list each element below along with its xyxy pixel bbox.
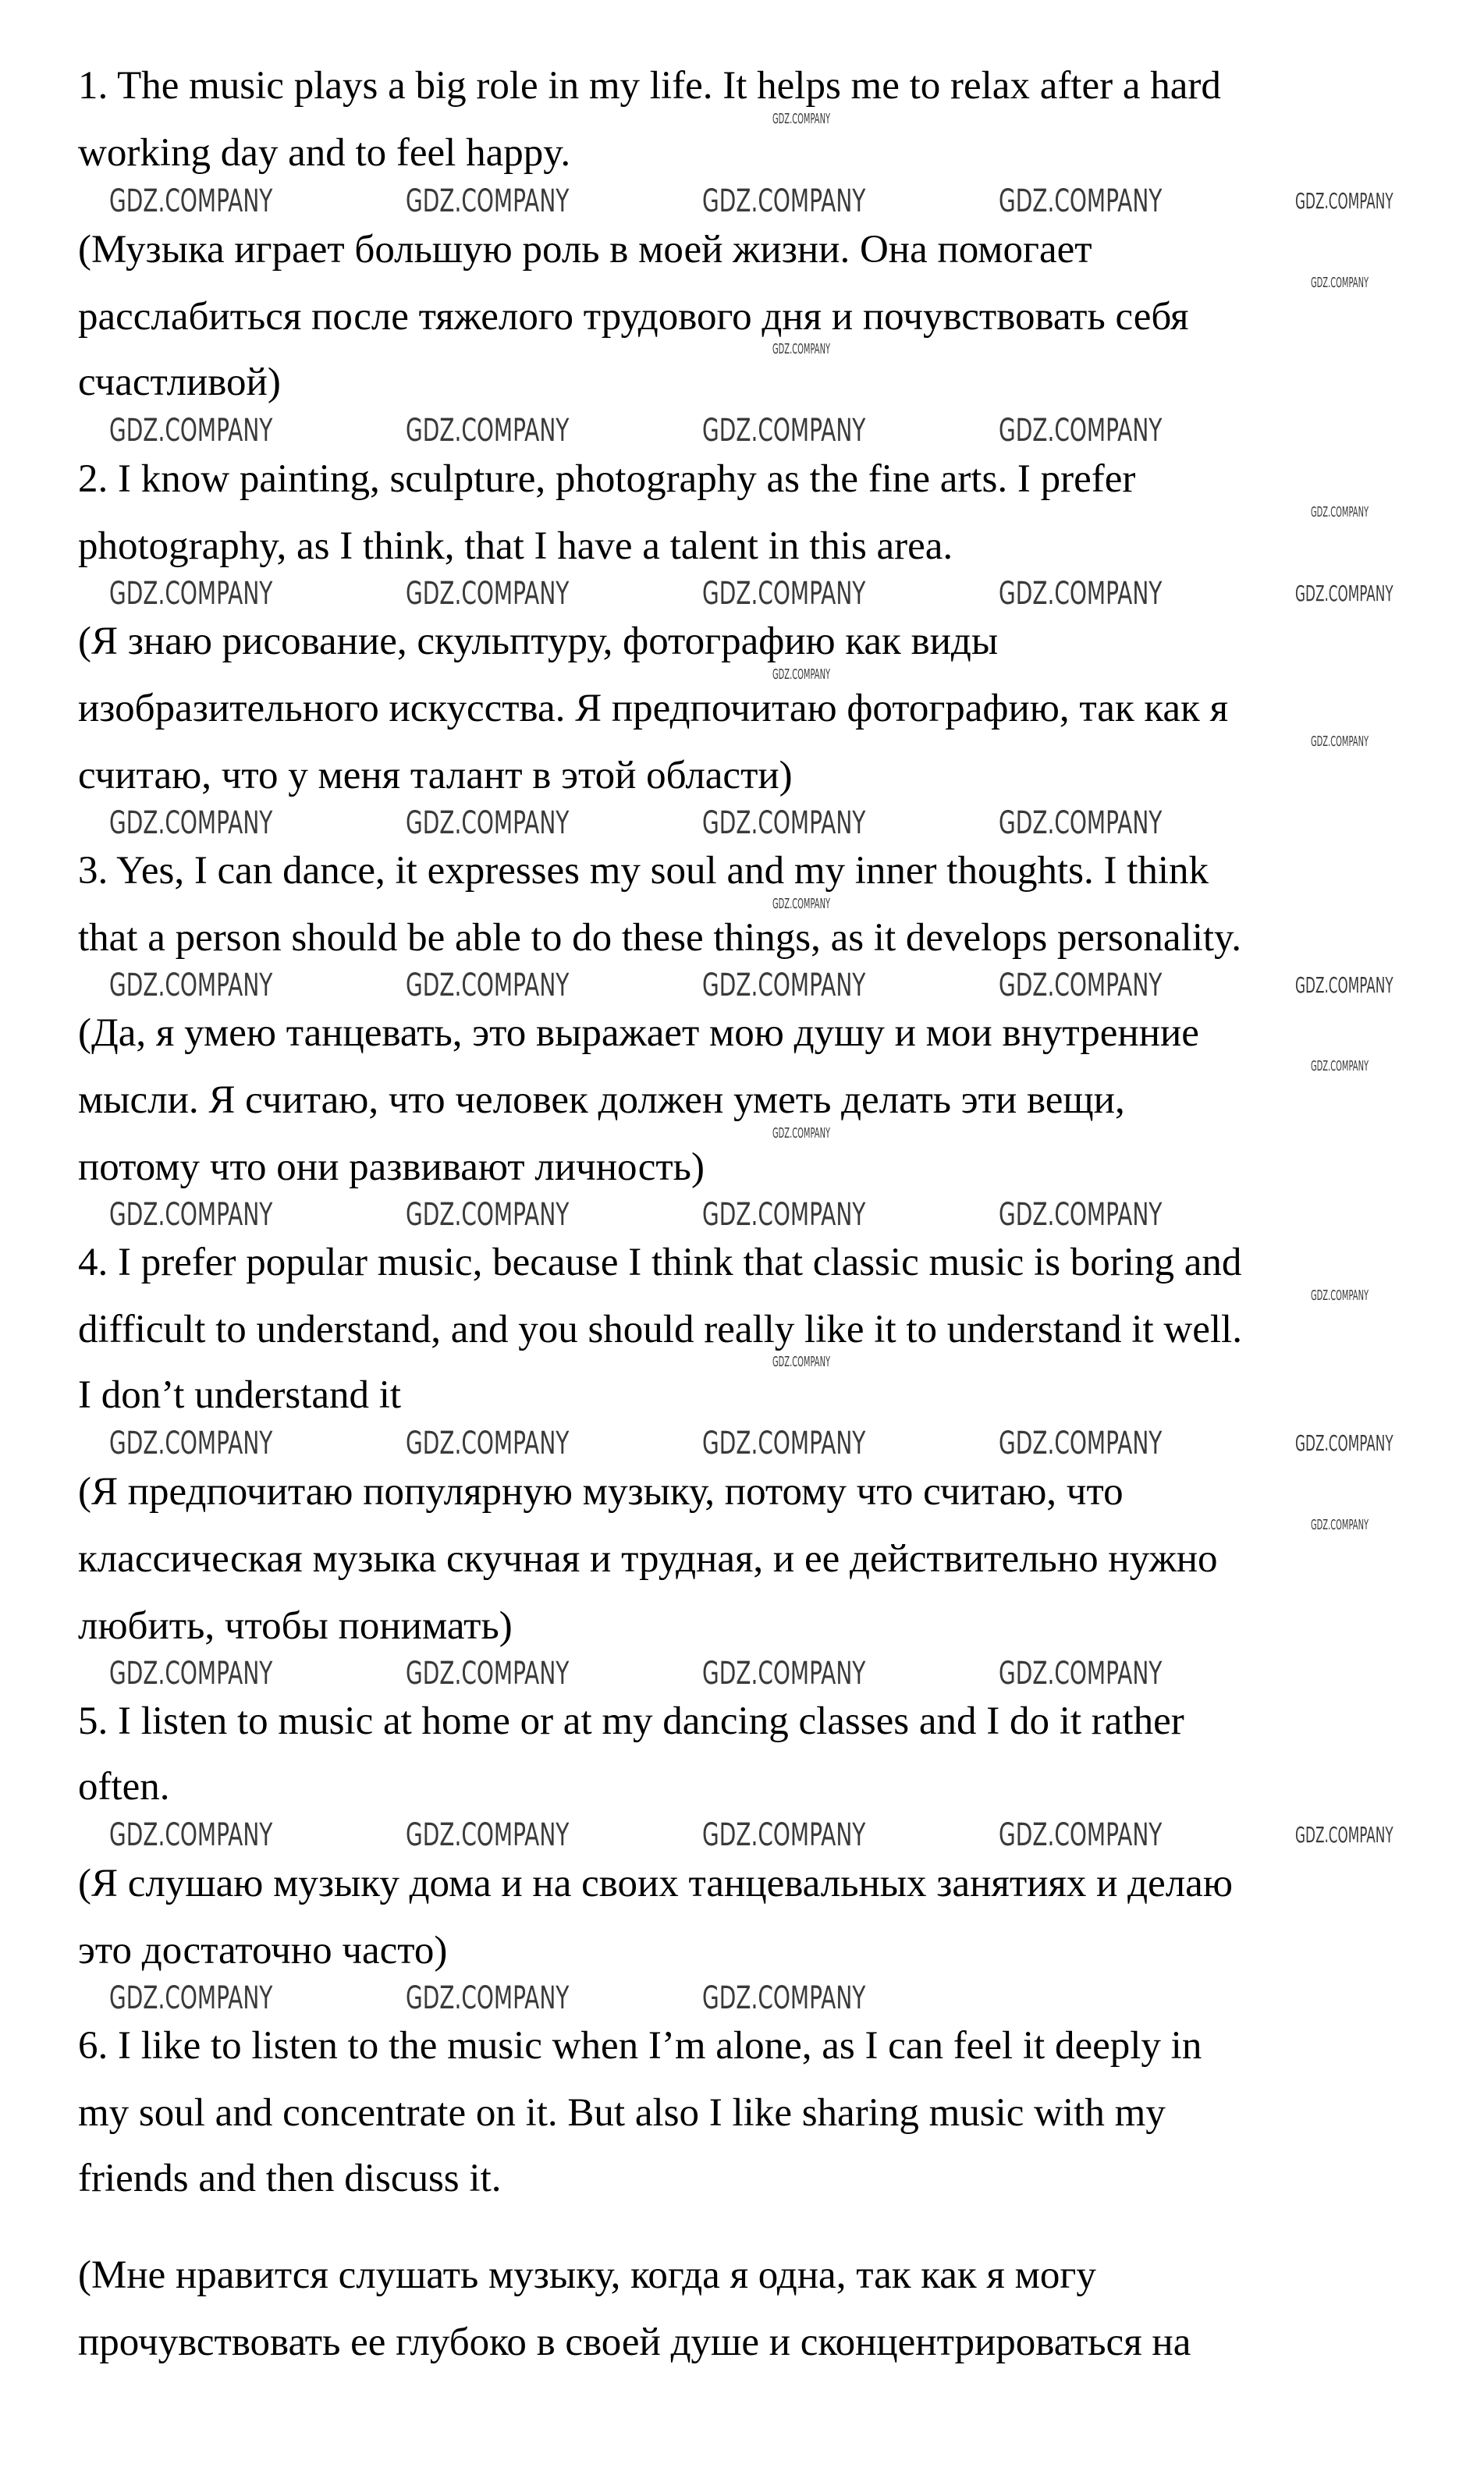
watermark: GDZ.COMPANY (702, 1817, 866, 1853)
watermark: GDZ.COMPANY (1311, 733, 1369, 750)
watermark: GDZ.COMPANY (1295, 188, 1393, 214)
text-line: (Музыка играет большую роль в моей жизни. Она помогает (78, 228, 1092, 272)
watermark: GDZ.COMPANY (1311, 504, 1369, 520)
watermark: GDZ.COMPANY (109, 1656, 273, 1692)
watermark: GDZ.COMPANY (999, 1817, 1163, 1853)
watermark: GDZ.COMPANY (702, 968, 866, 1003)
watermark: GDZ.COMPANY (999, 805, 1163, 841)
watermark: GDZ.COMPANY (1295, 581, 1393, 606)
text-line: friends and then discuss it. (78, 2157, 502, 2200)
text-line: мысли. Я считаю, что человек должен уметь делать эти вещи, (78, 1078, 1125, 1122)
watermark: GDZ.COMPANY (406, 576, 570, 612)
text-line: my soul and concentrate on it. But also I like sharing music with my (78, 2091, 1166, 2135)
text-line: (Я слушаю музыку дома и на своих танцевальных занятиях и делаю (78, 1862, 1233, 1905)
text-line: счастливой) (78, 360, 281, 404)
text-line: working day and to feel happy. (78, 131, 571, 175)
text-line: считаю, что у меня талант в этой области) (78, 754, 793, 797)
watermark: GDZ.COMPANY (1311, 275, 1369, 291)
text-line: 2. I know painting, sculpture, photography as the fine arts. I prefer (78, 457, 1136, 501)
text-line: 1. The music plays a big role in my life. It helps me to relax after a hard (78, 64, 1221, 108)
watermark: GDZ.COMPANY (999, 1197, 1163, 1233)
text-line: 6. I like to listen to the music when I’m alone, as I can feel it deeply in (78, 2024, 1202, 2068)
watermark: GDZ.COMPANY (1311, 1287, 1369, 1304)
watermark: GDZ.COMPANY (702, 1426, 866, 1461)
text-line: difficult to understand, and you should really like it to understand it well. (78, 1308, 1242, 1351)
watermark: GDZ.COMPANY (772, 896, 831, 912)
watermark: GDZ.COMPANY (702, 1980, 866, 2016)
watermark: GDZ.COMPANY (772, 1125, 831, 1142)
watermark: GDZ.COMPANY (1295, 1822, 1393, 1848)
text-line: расслабиться после тяжелого трудового дня и почувствовать себя (78, 295, 1189, 339)
text-line: 4. I prefer popular music, because I think that classic music is boring and (78, 1241, 1242, 1284)
watermark: GDZ.COMPANY (406, 968, 570, 1003)
text-line: that a person should be able to do these things, as it develops personality. (78, 916, 1241, 960)
text-line: 5. I listen to music at home or at my dancing classes and I do it rather (78, 1699, 1184, 1743)
watermark: GDZ.COMPANY (406, 413, 570, 449)
watermark: GDZ.COMPANY (406, 1656, 570, 1692)
watermark: GDZ.COMPANY (702, 1656, 866, 1692)
text-line: I don’t understand it (78, 1373, 402, 1417)
watermark: GDZ.COMPANY (109, 1197, 273, 1233)
watermark: GDZ.COMPANY (406, 1197, 570, 1233)
watermark: GDZ.COMPANY (1295, 972, 1393, 998)
text-line: (Мне нравится слушать музыку, когда я одна, так как я могу (78, 2253, 1096, 2297)
text-line: потому что они развивают личность) (78, 1145, 705, 1189)
watermark: GDZ.COMPANY (702, 413, 866, 449)
text-line: любить, чтобы понимать) (78, 1604, 513, 1648)
watermark: GDZ.COMPANY (406, 1426, 570, 1461)
watermark: GDZ.COMPANY (109, 413, 273, 449)
text-line: (Я предпочитаю популярную музыку, потому что считаю, что (78, 1470, 1124, 1514)
text-line: классическая музыка скучная и трудная, и ее действительно нужно (78, 1537, 1218, 1581)
watermark: GDZ.COMPANY (109, 1426, 273, 1461)
watermark: GDZ.COMPANY (1311, 1058, 1369, 1074)
watermark: GDZ.COMPANY (772, 341, 831, 357)
watermark: GDZ.COMPANY (406, 183, 570, 219)
text-line: often. (78, 1765, 170, 1809)
text-line: photography, as I think, that I have a talent in this area. (78, 524, 953, 568)
watermark: GDZ.COMPANY (772, 666, 831, 683)
watermark: GDZ.COMPANY (406, 1980, 570, 2016)
text-line: прочувствовать ее глубоко в своей душе и сконцентрироваться на (78, 2321, 1191, 2364)
text-line: (Я знаю рисование, скульптуру, фотографию как виды (78, 620, 999, 663)
watermark: GDZ.COMPANY (772, 111, 831, 127)
watermark: GDZ.COMPANY (772, 1354, 831, 1370)
watermark: GDZ.COMPANY (999, 1426, 1163, 1461)
watermark: GDZ.COMPANY (702, 805, 866, 841)
watermark: GDZ.COMPANY (109, 968, 273, 1003)
watermark: GDZ.COMPANY (999, 576, 1163, 612)
watermark: GDZ.COMPANY (109, 576, 273, 612)
text-line: изобразительного искусства. Я предпочитаю фотографию, так как я (78, 687, 1229, 730)
watermark: GDZ.COMPANY (1311, 1517, 1369, 1533)
watermark: GDZ.COMPANY (1295, 1430, 1393, 1456)
text-line: 3. Yes, I can dance, it expresses my soul and my inner thoughts. I think (78, 849, 1209, 893)
watermark: GDZ.COMPANY (406, 1817, 570, 1853)
watermark: GDZ.COMPANY (702, 183, 866, 219)
watermark: GDZ.COMPANY (999, 413, 1163, 449)
watermark: GDZ.COMPANY (109, 183, 273, 219)
text-line: (Да, я умею танцевать, это выражает мою душу и мои внутренние (78, 1011, 1199, 1055)
watermark: GDZ.COMPANY (406, 805, 570, 841)
watermark: GDZ.COMPANY (999, 968, 1163, 1003)
watermark: GDZ.COMPANY (109, 1817, 273, 1853)
watermark: GDZ.COMPANY (109, 1980, 273, 2016)
watermark: GDZ.COMPANY (702, 576, 866, 612)
watermark: GDZ.COMPANY (109, 805, 273, 841)
watermark: GDZ.COMPANY (999, 183, 1163, 219)
watermark: GDZ.COMPANY (999, 1656, 1163, 1692)
watermark: GDZ.COMPANY (702, 1197, 866, 1233)
text-line: это достаточно часто) (78, 1929, 448, 1973)
